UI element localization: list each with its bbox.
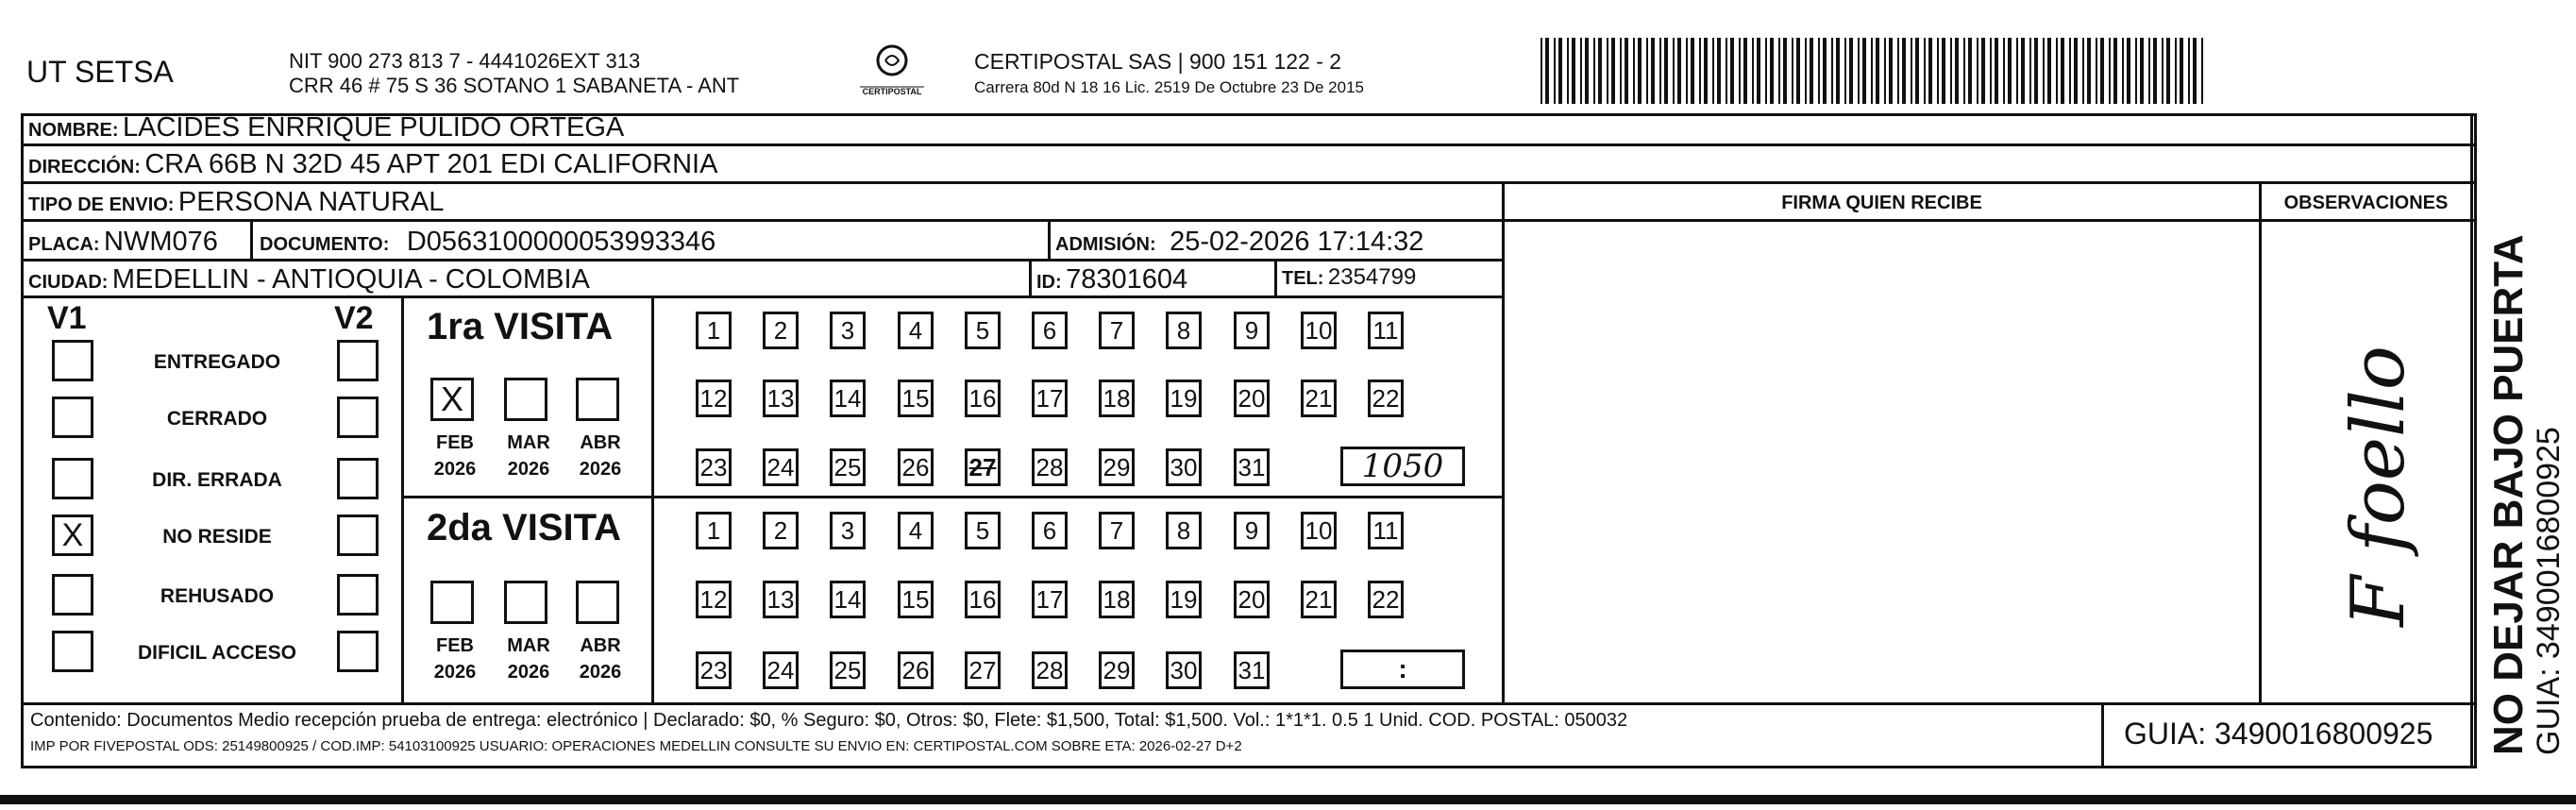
id-value: 78301604 — [1066, 264, 1188, 295]
first-visit-day-6[interactable]: 6 — [1032, 312, 1068, 349]
first-visit-title: 1ra VISITA — [427, 306, 614, 347]
second-visit-day-27[interactable]: 27 — [965, 651, 1001, 689]
direccion-value: CRA 66B N 32D 45 APT 201 EDI CALIFORNIA — [144, 149, 718, 179]
tel-value: 2354799 — [1327, 264, 1417, 290]
month-year: 2026 — [579, 662, 622, 683]
second-visit-day-25[interactable]: 25 — [830, 651, 866, 689]
tel-label: TEL: — [1282, 268, 1324, 289]
second-visit-day-18[interactable]: 18 — [1099, 581, 1135, 618]
month-name: MAR — [507, 432, 550, 453]
cert-line-2: Carrera 80d N 18 16 Lic. 2519 De Octubre 23 De 2015 — [974, 78, 1364, 96]
second-visit-day-6[interactable]: 6 — [1032, 512, 1068, 549]
first-visit-day-28[interactable]: 28 — [1032, 448, 1068, 486]
first-visit-day-3[interactable]: 3 — [830, 312, 866, 349]
direccion-label: DIRECCIÓN: — [28, 157, 141, 177]
month-year: 2026 — [579, 459, 622, 480]
second-visit-day-5[interactable]: 5 — [965, 512, 1001, 549]
second-visit-day-11[interactable]: 11 — [1368, 512, 1404, 549]
first-visit-day-29[interactable]: 29 — [1099, 448, 1135, 486]
status-option-label: DIR. ERRADA — [152, 469, 282, 491]
second-visit-day-10[interactable]: 10 — [1301, 512, 1337, 549]
second-visit-day-22[interactable]: 22 — [1368, 581, 1404, 618]
first-visit-day-7[interactable]: 7 — [1099, 312, 1135, 349]
v2-checkbox-2[interactable] — [337, 458, 379, 499]
second-visit-day-19[interactable]: 19 — [1166, 581, 1202, 618]
month-name: FEB — [436, 432, 474, 453]
first-visit-month-checkbox-abr[interactable] — [576, 378, 619, 421]
first-visit-day-20[interactable]: 20 — [1234, 380, 1270, 417]
observaciones-header: OBSERVACIONES — [2283, 193, 2449, 213]
second-visit-day-21[interactable]: 21 — [1301, 581, 1337, 618]
first-visit-day-18[interactable]: 18 — [1099, 380, 1135, 417]
v1-label: V1 — [47, 300, 87, 336]
first-visit-day-15[interactable]: 15 — [898, 380, 934, 417]
status-option-label: CERRADO — [166, 408, 268, 430]
ciudad-label: CIUDAD: — [28, 272, 109, 293]
first-visit-time[interactable] — [1340, 447, 1465, 486]
second-visit-day-30[interactable]: 30 — [1166, 651, 1202, 689]
admision-row — [1055, 227, 1423, 258]
tipo-value: PERSONA NATURAL — [177, 187, 445, 217]
v2-label: V2 — [334, 300, 374, 336]
month-year: 2026 — [507, 459, 550, 480]
bottom-edge — [0, 795, 2576, 804]
v2-checkbox-4[interactable] — [337, 574, 379, 616]
second-visit-day-28[interactable]: 28 — [1032, 651, 1068, 689]
second-visit-month-checkbox-feb[interactable] — [430, 581, 474, 624]
status-option-label: ENTREGADO — [153, 351, 281, 373]
first-visit-day-10[interactable]: 10 — [1301, 312, 1337, 349]
v2-checkbox-3[interactable] — [337, 515, 379, 556]
nit-line-2: CRR 46 # 75 S 36 SOTANO 1 SABANETA - ANT — [289, 74, 740, 97]
id-label: ID: — [1036, 272, 1062, 293]
second-visit-month-label — [572, 633, 629, 685]
signature — [2336, 345, 2421, 628]
footer-line-1: Contenido: Documentos Medio recepción prueba de entrega: electrónico | Declarado: $0, % Seguro: $0, Otros: $0, Flete: $1,500, Total: $1,500. Vol.: 1*1*1. 0.5 1 Unid. COD. POSTAL: 050032 — [30, 710, 1628, 731]
side-line-1: NO DEJAR BAJO PUERTA — [2485, 234, 2532, 755]
ciudad-row — [28, 264, 590, 295]
second-visit-day-16[interactable]: 16 — [965, 581, 1001, 618]
v1-checkbox-3[interactable]: X — [52, 515, 93, 556]
first-visit-month-label — [500, 430, 557, 482]
first-visit-day-21[interactable]: 21 — [1301, 380, 1337, 417]
first-visit-month-checkbox-feb[interactable]: X — [430, 378, 474, 421]
second-visit-day-1[interactable]: 1 — [696, 512, 732, 549]
admision-label: ADMISIÓN: — [1055, 234, 1156, 255]
first-visit-month-checkbox-mar[interactable] — [504, 378, 547, 421]
nombre-value: LACIDES ENRRIQUE PULIDO ORTEGA — [123, 112, 625, 143]
second-visit-day-26[interactable]: 26 — [898, 651, 934, 689]
first-visit-day-13[interactable]: 13 — [763, 380, 799, 417]
second-visit-time[interactable] — [1340, 650, 1465, 689]
first-visit-day-25[interactable]: 25 — [830, 448, 866, 486]
certipostal-logo — [854, 40, 930, 102]
first-visit-day-17[interactable]: 17 — [1032, 380, 1068, 417]
first-visit-day-4[interactable]: 4 — [898, 312, 934, 349]
firma-header: FIRMA QUIEN RECIBE — [1781, 193, 1982, 213]
direccion-row — [28, 149, 717, 180]
second-visit-day-4[interactable]: 4 — [898, 512, 934, 549]
tipo-label: TIPO DE ENVIO: — [28, 194, 175, 215]
tipo-row — [28, 187, 444, 218]
documento-label: DOCUMENTO: — [260, 234, 390, 255]
second-visit-day-31[interactable]: 31 — [1234, 651, 1270, 689]
tel-row — [1282, 264, 1416, 291]
second-visit-day-9[interactable]: 9 — [1234, 512, 1270, 549]
side-warning — [2486, 132, 2566, 755]
first-visit-day-30[interactable]: 30 — [1166, 448, 1202, 486]
nombre-row — [28, 112, 624, 143]
side-line-2: GUIA: 3490016800925 — [2531, 427, 2567, 755]
status-option-label: DIFICIL ACCESO — [137, 642, 296, 664]
first-visit-day-8[interactable]: 8 — [1166, 312, 1202, 349]
status-option-label: REHUSADO — [160, 585, 275, 607]
second-visit-day-20[interactable]: 20 — [1234, 581, 1270, 618]
nit-line-1: NIT 900 273 813 7 - 4441026EXT 313 — [289, 49, 641, 73]
placa-label: PLACA: — [28, 234, 100, 255]
second-visit-time-value: : — [1398, 654, 1407, 683]
second-visit-day-15[interactable]: 15 — [898, 581, 934, 618]
second-visit-day-23[interactable]: 23 — [696, 651, 732, 689]
first-visit-day-1[interactable]: 1 — [696, 312, 732, 349]
ciudad-value: MEDELLIN - ANTIOQUIA - COLOMBIA — [111, 264, 590, 295]
second-visit-day-24[interactable]: 24 — [763, 651, 799, 689]
logo-label: CERTIPOSTAL — [862, 87, 922, 96]
month-name: FEB — [436, 635, 474, 656]
footer-line-2: IMP POR FIVEPOSTAL ODS: 25149800925 / COD.IMP: 54103100925 USUARIO: OPERACIONES MEDELLIN CONSULTE SU ENVIO EN: CERTIPOSTAL.COM SOBRE ETA: 2026-02-27 D+2 — [30, 738, 1242, 754]
second-visit-month-label — [500, 633, 557, 685]
first-visit-month-label — [572, 430, 629, 482]
first-visit-day-23[interactable]: 23 — [696, 448, 732, 486]
second-visit-day-3[interactable]: 3 — [830, 512, 866, 549]
first-visit-day-5[interactable]: 5 — [965, 312, 1001, 349]
second-visit-title: 2da VISITA — [427, 507, 621, 548]
first-visit-day-22[interactable]: 22 — [1368, 380, 1404, 417]
second-visit-day-13[interactable]: 13 — [763, 581, 799, 618]
month-year: 2026 — [507, 662, 550, 683]
second-visit-day-17[interactable]: 17 — [1032, 581, 1068, 618]
first-visit-day-11[interactable]: 11 — [1368, 312, 1404, 349]
first-visit-day-12[interactable]: 12 — [696, 380, 732, 417]
status-option-label: NO RESIDE — [162, 526, 272, 548]
documento-value: D0563100000053993346 — [406, 227, 716, 257]
first-visit-month-label — [427, 430, 483, 482]
second-visit-day-8[interactable]: 8 — [1166, 512, 1202, 549]
month-name: MAR — [507, 635, 550, 656]
second-visit-day-2[interactable]: 2 — [763, 512, 799, 549]
second-visit-month-checkbox-abr[interactable] — [576, 581, 619, 624]
first-visit-day-27[interactable]: 27 — [965, 448, 1001, 486]
footer-guia: GUIA: 3490016800925 — [2124, 717, 2433, 751]
second-visit-month-checkbox-mar[interactable] — [504, 581, 547, 624]
signature-text: F foello — [2336, 346, 2421, 627]
first-visit-day-24[interactable]: 24 — [763, 448, 799, 486]
first-visit-day-31[interactable]: 31 — [1234, 448, 1270, 486]
first-visit-day-19[interactable]: 19 — [1166, 380, 1202, 417]
admision-value: 25-02-2026 17:14:32 — [1170, 227, 1424, 257]
second-visit-month-label — [427, 633, 483, 685]
second-visit-day-29[interactable]: 29 — [1099, 651, 1135, 689]
nombre-label: NOMBRE: — [28, 120, 119, 141]
placa-row — [28, 227, 218, 258]
first-visit-time-value: 1050 — [1361, 447, 1444, 485]
month-year: 2026 — [433, 459, 477, 480]
id-row — [1036, 264, 1187, 295]
month-name: ABR — [580, 432, 621, 453]
first-visit-day-14[interactable]: 14 — [830, 380, 866, 417]
placa-value: NWM076 — [104, 227, 218, 257]
barcode — [1541, 38, 2211, 104]
first-visit-day-26[interactable]: 26 — [898, 448, 934, 486]
second-visit-day-14[interactable]: 14 — [830, 581, 866, 618]
second-visit-day-12[interactable]: 12 — [696, 581, 732, 618]
first-visit-day-9[interactable]: 9 — [1234, 312, 1270, 349]
v2-checkbox-0[interactable] — [337, 340, 379, 381]
second-visit-day-7[interactable]: 7 — [1099, 512, 1135, 549]
first-visit-day-2[interactable]: 2 — [763, 312, 799, 349]
cert-line-1: CERTIPOSTAL SAS | 900 151 122 - 2 — [974, 49, 1342, 74]
v2-checkbox-1[interactable] — [337, 397, 379, 438]
first-visit-day-16[interactable]: 16 — [965, 380, 1001, 417]
month-year: 2026 — [433, 662, 477, 683]
documento-row — [260, 227, 716, 258]
month-name: ABR — [580, 635, 621, 656]
company-name: UT SETSA — [26, 55, 174, 89]
v2-checkbox-5[interactable] — [337, 631, 379, 672]
